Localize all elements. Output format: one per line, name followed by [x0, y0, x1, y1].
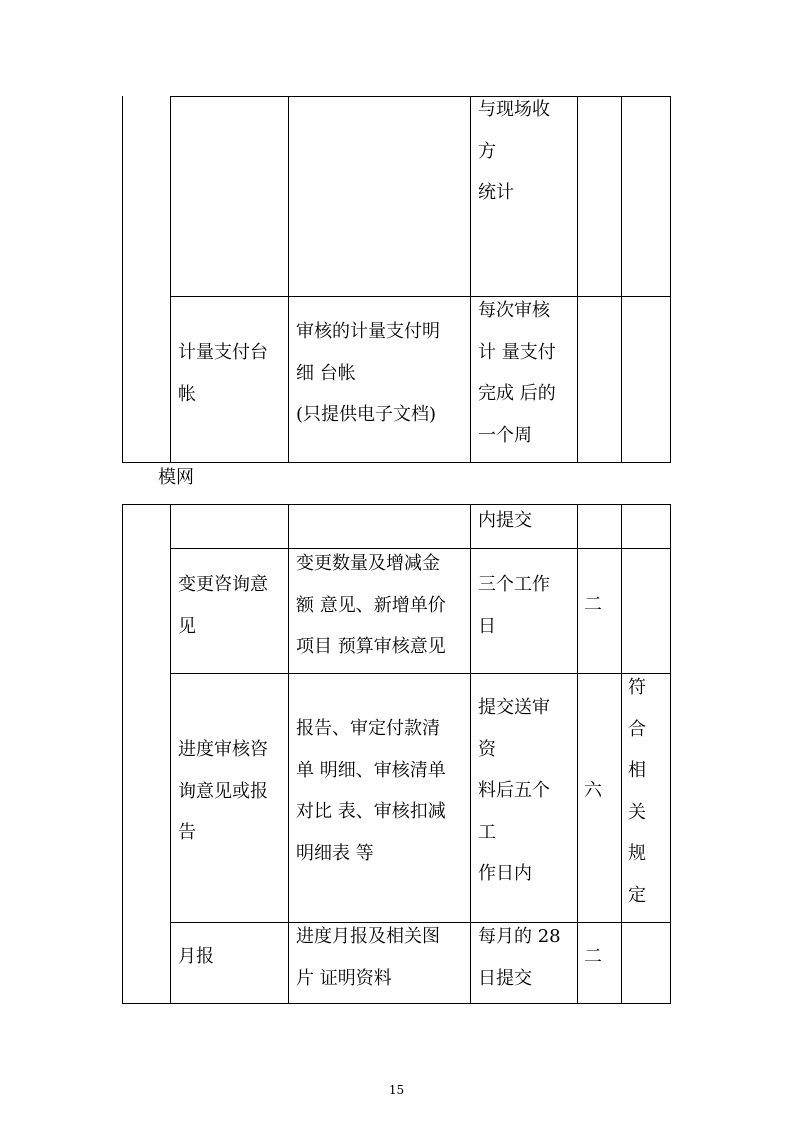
text-line: 变更咨询意 — [178, 574, 268, 595]
lower-table-col-divider-3 — [470, 504, 471, 1004]
text-line: 帐 — [178, 383, 196, 405]
lower-table-col-divider-4 — [577, 504, 578, 1004]
text-line: 统计 — [478, 182, 514, 203]
text-line: 关 — [628, 801, 646, 823]
text-line: 日 — [478, 615, 496, 637]
text-line: 进度审核咨 — [178, 739, 268, 760]
text-line: 项目 预算审核意见 — [296, 636, 446, 657]
upper-table-right-border — [670, 96, 671, 463]
text-line: 单 明细、审核清单 — [296, 759, 446, 781]
lower-r4-content — [296, 916, 440, 999]
lower-r2-item-name — [178, 564, 268, 647]
text-line: 细 台帐 — [296, 362, 356, 384]
text-line: 计量支付台 — [178, 342, 268, 363]
text-line: 工 — [478, 821, 496, 843]
upper-r1-submit-time — [478, 89, 550, 214]
text-line: (只提供电子文档) — [296, 404, 437, 425]
text-line: 资 — [478, 738, 496, 760]
lower-r3-remarks — [628, 667, 646, 916]
text-line: 一个周 — [478, 424, 532, 446]
lower-r4-copies: 二 — [584, 946, 602, 967]
text-line: 内提交 — [478, 510, 532, 531]
page-number: 15 — [388, 1083, 405, 1097]
text-line: 与现场收 — [478, 99, 550, 120]
lower-table-bottom-border — [122, 1003, 671, 1004]
upper-r2-item-name — [178, 332, 268, 415]
lower-r2-content — [296, 543, 446, 668]
text-line: 规 — [628, 843, 646, 864]
text-line: 明细表 等 — [296, 842, 374, 864]
text-line: 符 — [628, 677, 646, 698]
upper-r2-submit-time — [478, 290, 556, 456]
lower-r3-submit-time — [478, 687, 550, 895]
text-line: 对比 表、审核扣减 — [296, 801, 446, 822]
text-line: 完成 后的 — [478, 383, 556, 404]
text-line: 见 — [178, 615, 196, 637]
upper-table-col-divider-3 — [470, 96, 471, 463]
lower-r4-item-name — [178, 936, 214, 978]
text-line: 每次审核 — [478, 300, 550, 321]
text-line: 额 意见、新增单价 — [296, 594, 446, 616]
text-line: 提交送审 — [478, 697, 550, 718]
text-line: 定 — [628, 884, 646, 906]
lower-table-col-divider-1 — [170, 504, 171, 1004]
lower-table-col-divider-2 — [288, 504, 289, 1004]
lower-r4-submit-time — [478, 916, 561, 999]
upper-table-top-border — [170, 96, 671, 97]
text-line: 料后五个 — [478, 780, 550, 801]
text-line: 告 — [178, 822, 196, 843]
text-line: 报告、审定付款清 — [296, 718, 440, 739]
text-line: 三个工作 — [478, 574, 550, 595]
text-line: 作日内 — [478, 863, 532, 884]
upper-table-col-divider-5 — [621, 96, 622, 463]
text-line: 询意见或报 — [178, 780, 268, 802]
text-line: 计 量支付 — [478, 341, 556, 363]
text-line: 审核的计量支付明 — [296, 321, 440, 342]
upper-table-col-divider-2 — [288, 96, 289, 463]
lower-table-right-border — [670, 504, 671, 1004]
upper-table-col-divider-4 — [577, 96, 578, 463]
text-line: 进度月报及相关图 — [296, 926, 440, 947]
lower-r2-copies: 二 — [584, 594, 602, 615]
lower-r2-submit-time — [478, 564, 550, 647]
text-line: 变更数量及增减金 — [296, 553, 440, 574]
upper-table-row-divider — [170, 296, 671, 297]
upper-table-left-border — [122, 96, 123, 463]
lower-table-col-divider-5 — [621, 504, 622, 1004]
text-line: 片 证明资料 — [296, 967, 392, 989]
lower-r3-item-name — [178, 729, 268, 854]
text-line: 合 — [628, 718, 646, 740]
text-line: 相 — [628, 760, 646, 781]
lower-r1-submit-time — [478, 500, 532, 542]
lower-table-row-divider-2 — [170, 673, 671, 674]
text-line: 月报 — [178, 946, 214, 967]
lower-r3-copies: 六 — [584, 780, 602, 801]
lower-r3-content — [296, 708, 446, 874]
between-text: 模网 — [158, 467, 194, 488]
upper-r2-content — [296, 311, 440, 436]
lower-table-left-border — [122, 504, 123, 1004]
upper-table-col-divider-1 — [170, 96, 171, 463]
text-line: 每月的 28 — [478, 926, 561, 947]
text-line: 方 — [478, 140, 496, 162]
text-line: 日提交 — [478, 967, 532, 989]
lower-table-top-border — [122, 504, 671, 505]
upper-table-bottom-border — [122, 462, 671, 463]
